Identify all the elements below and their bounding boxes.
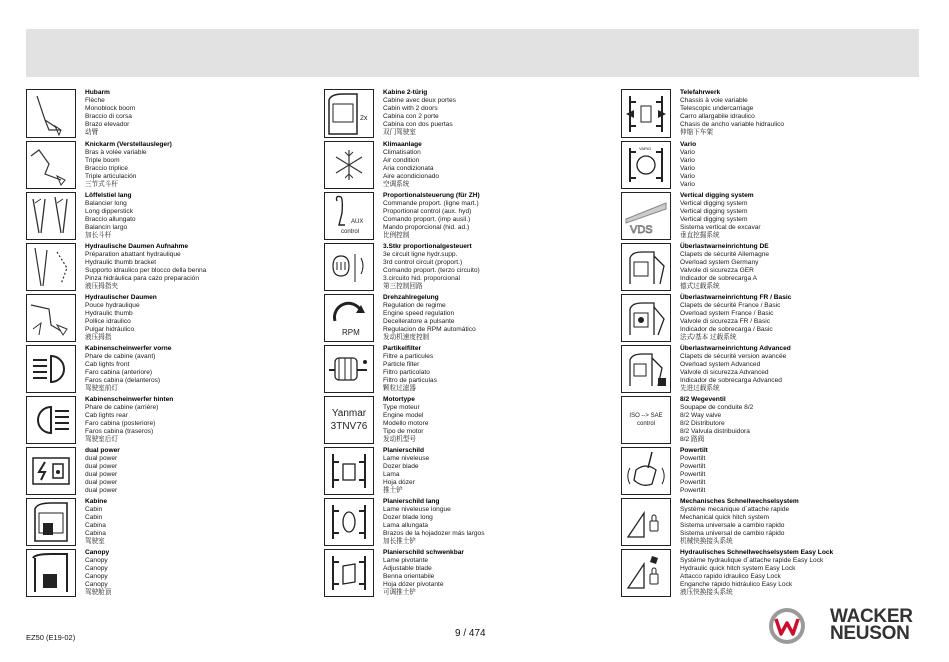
icon-label: AUX <box>351 219 364 225</box>
list-item <box>621 396 753 445</box>
entry-title: Hubarm <box>85 89 110 96</box>
entry-line: 双门驾驶室 <box>383 129 416 137</box>
hydraulic-thumb-icon <box>26 294 76 342</box>
particle-filter-icon <box>324 345 374 393</box>
canopy-icon <box>26 549 76 597</box>
entry-line: 加长推土铲 <box>383 538 416 546</box>
list-item <box>26 294 157 343</box>
entry-line: Type moteur <box>383 404 420 412</box>
entry-title: Partikelfilter <box>383 345 422 352</box>
entry-title: Kabine 2-türig <box>383 89 428 96</box>
entry-line: Braccio triplice <box>85 165 128 173</box>
entry-line: Vario <box>680 173 695 181</box>
list-item <box>324 549 464 598</box>
list-item <box>621 294 791 343</box>
entry-line: 液压快换接头系统 <box>680 589 733 597</box>
entry-title: Kabinenscheinwerfer vorne <box>85 345 172 352</box>
entry-line: Hydraulic thumb <box>85 310 133 318</box>
entry-line: Vertical digging system <box>680 208 748 216</box>
entry-title: Planierschild lang <box>383 498 440 505</box>
entry-line: Powertilt <box>680 471 706 479</box>
entry-line: 法式/基本 过载系统 <box>680 334 737 342</box>
entry-line: Sistema universal de cambio rápido <box>680 530 785 538</box>
entry-title: Planierschild <box>383 447 425 454</box>
way-valve-icon <box>621 396 671 444</box>
entry-line: Valvole di sicurezza Advanced <box>680 369 769 377</box>
entry-line: Triple articulación <box>85 173 137 181</box>
entry-line: Cab lights rear <box>85 412 128 420</box>
adjustable-blade-icon <box>324 549 374 597</box>
entry-line: 第三控制回路 <box>383 283 423 291</box>
entry-title: Planierschild schwenkbar <box>383 549 464 556</box>
entry-line: 驾驶舱顶 <box>85 589 112 597</box>
entry-title: Hydraulischer Daumen <box>85 294 157 301</box>
list-item <box>26 89 135 138</box>
entry-title: Vertical digging system <box>680 192 754 199</box>
entry-line: Clapets de sécurité version avancée <box>680 353 787 361</box>
entry-line: Braccio di corsa <box>85 113 132 121</box>
entry-title: Überlastwarneinrichtung Advanced <box>680 345 791 352</box>
entry-line: Cabine avec deux portes <box>383 97 456 105</box>
entry-line: dual power <box>85 487 118 495</box>
entry-line: Monoblock boom <box>85 105 136 113</box>
engine-label-icon <box>324 396 374 444</box>
entry-line: Lame niveleuse longue <box>383 506 451 514</box>
overload-de-icon <box>621 243 671 291</box>
entry-line: Aria condizionata <box>383 165 434 173</box>
entry-line: Hydraulic thumb bracket <box>85 259 157 267</box>
entry-line: Valvole di sicurezza FR / Basic <box>680 318 771 326</box>
entry-line: 先进过载系统 <box>680 385 720 393</box>
entry-line: Bras à volée variable <box>85 149 147 157</box>
entry-line: 可调推土铲 <box>383 589 416 597</box>
two-door-cabin-icon <box>324 89 374 138</box>
entry-title: Kabine <box>85 498 107 505</box>
entry-title: Canopy <box>85 549 110 556</box>
entry-line: Faro cabina (posteriore) <box>85 420 156 428</box>
entry-line: Enganche rápido hidráulico Easy Lock <box>680 581 793 589</box>
vds-mark: VDS <box>630 224 653 236</box>
entry-line: Proportional control (aux. hyd) <box>383 208 472 216</box>
entry-line: Faro cabina (anteriore) <box>85 369 153 377</box>
entry-line: Telescopic undercarriage <box>680 105 754 113</box>
entry-title: Mechanisches Schnellwechselsystem <box>680 498 799 505</box>
entry-line: Long dipperstick <box>85 208 134 216</box>
entry-title: Proportionalsteuerung (für ZH) <box>383 192 480 199</box>
entry-line: 3e circuit ligne hydr.supp. <box>383 251 458 259</box>
entry-line: Vertical digging system <box>680 216 748 224</box>
entry-line: Hoja dózer pivotante <box>383 581 444 589</box>
list-item <box>621 549 833 598</box>
entry-line: dual power <box>85 479 118 487</box>
entry-line: Powertilt <box>680 487 706 495</box>
entry-line: 液压拇指夹 <box>85 283 118 291</box>
entry-line: Faros cabina (delanteros) <box>85 377 161 385</box>
entry-line: Tipo de motor <box>383 428 424 436</box>
entry-line: 颗粒过滤器 <box>383 385 416 393</box>
logo-mark-icon <box>767 606 807 646</box>
triple-boom-icon <box>26 141 76 189</box>
dual-power-icon <box>26 447 76 495</box>
entry-line: 驾驶室前灯 <box>85 385 118 393</box>
mechanical-hitch-icon <box>621 498 671 546</box>
entry-line: Système hydraulique d´attache rapide Easy Lock <box>680 557 824 565</box>
entry-line: Engine model <box>383 412 424 420</box>
entry-line: Lama <box>383 471 400 479</box>
entry-line: Pouce hydraulique <box>85 302 140 310</box>
list-item <box>621 345 791 394</box>
list-item <box>621 89 784 138</box>
entry-title: Hydraulisches Schnellwechselsystem Easy Lock <box>680 549 834 556</box>
entry-line: Modello motore <box>383 420 429 428</box>
entry-title: dual power <box>85 447 120 454</box>
entry-line: Comando proport. (terzo circuito) <box>383 267 480 275</box>
entry-line: Mando proporcional (hid. ad.) <box>383 224 470 232</box>
list-item <box>621 243 769 292</box>
entry-title: Telefahrwerk <box>680 89 721 96</box>
entry-line: dual power <box>85 455 118 463</box>
entry-line: Triple boom <box>85 157 120 165</box>
entry-line: Overload system Advanced <box>680 361 761 369</box>
entry-title: Löffelstiel lang <box>85 192 132 199</box>
entry-line: Filtro de particulas <box>383 377 437 385</box>
entry-line: Balancier long <box>85 200 127 208</box>
wacker-neuson-logo <box>767 606 921 646</box>
entry-line: Canopy <box>85 581 108 589</box>
entry-line: 8/2 Way valve <box>680 412 722 420</box>
entry-line: 8/2 路阀 <box>680 436 705 444</box>
list-item <box>324 243 480 292</box>
entry-line: 垂直挖掘系统 <box>680 232 720 240</box>
entry-line: Soupape de conduite 8/2 <box>680 404 754 412</box>
snowflake-icon <box>324 141 374 189</box>
entry-line: Dozer blade long <box>383 514 433 522</box>
entry-line: Filtre a particules <box>383 353 434 361</box>
dozer-blade-long-icon <box>324 498 374 546</box>
list-item <box>324 345 437 394</box>
entry-line: 机械快换接头系统 <box>680 538 733 546</box>
cabin-icon <box>26 498 76 546</box>
monoblock-boom-icon <box>26 89 76 138</box>
thumb-bracket-icon <box>26 243 76 291</box>
header-band <box>26 29 919 77</box>
entry-line: Filtro particolato <box>383 369 430 377</box>
list-item <box>324 396 428 445</box>
entry-line: 德式过载系统 <box>680 283 720 291</box>
entry-line: Indicador de sobrecarga Advanced <box>680 377 782 385</box>
logo-line-1: WACKER <box>830 606 913 627</box>
iso-sae-label: ISO --> SAE <box>629 413 663 419</box>
entry-line: 三节式斗杆 <box>85 181 118 189</box>
entry-line: Brazo elevador <box>85 121 130 129</box>
entry-line: 驾驶室后灯 <box>85 436 118 444</box>
entry-line: Supporto idraulico per blocco della benna <box>85 267 207 275</box>
list-item <box>324 141 439 190</box>
entry-line: 伸缩下车架 <box>680 129 713 137</box>
entry-line: Phare de cabine (arrière) <box>85 404 159 412</box>
entry-title: 3.Stkr proportionalgesteuert <box>383 243 472 250</box>
entry-title: Überlastwarneinrichtung FR / Basic <box>680 294 792 301</box>
entry-title: Knickarm (Verstellausleger) <box>85 141 172 148</box>
entry-line: Comando proport. (imp ausil.) <box>383 216 471 224</box>
third-circuit-icon <box>324 243 374 291</box>
entry-line: Mechanical quick hitch system <box>680 514 770 522</box>
entry-title: Drehzahlregelung <box>383 294 439 301</box>
entry-line: Lame niveleuse <box>383 455 430 463</box>
entry-line: Faros cabina (traseros) <box>85 428 154 436</box>
entry-line: Adjustable blade <box>383 565 432 573</box>
entry-title: Motortype <box>383 396 415 403</box>
rpm-icon <box>324 294 374 342</box>
entry-line: 比例控制 <box>383 232 410 240</box>
entry-line: Cab lights front <box>85 361 130 369</box>
entry-line: Cabin <box>85 506 103 514</box>
entry-line: Overload system Germany <box>680 259 759 267</box>
entry-line: 驾驶室 <box>85 538 105 546</box>
entry-line: Cabina <box>85 522 106 530</box>
entry-title: Powertilt <box>680 447 708 454</box>
entry-line: Vario <box>680 157 695 165</box>
entry-line: Canopy <box>85 573 108 581</box>
list-item <box>324 498 485 547</box>
engine-model: 3TNV76 <box>330 421 368 432</box>
entry-line: Carro allargabile idraulico <box>680 113 755 121</box>
entry-line: 空调系统 <box>383 181 410 189</box>
list-item <box>324 447 429 496</box>
entry-line: Lama allungata <box>383 522 429 530</box>
joystick-icon <box>324 192 374 240</box>
list-item <box>26 396 173 445</box>
icon-label: RPM <box>342 328 360 337</box>
entry-line: 发动机型号 <box>383 436 416 444</box>
list-item <box>621 192 761 241</box>
entry-line: 3.circuito hid. proporcional <box>383 275 460 283</box>
entry-line: Hydraulic quick hitch system Easy Lock <box>680 565 796 573</box>
entry-line: Aire acondicionado <box>383 173 440 181</box>
vds-icon <box>621 192 671 240</box>
long-dipperstick-icon <box>26 192 76 240</box>
entry-line: Flèche <box>85 97 105 105</box>
entry-title: Kabinenscheinwerfer hinten <box>85 396 174 403</box>
entry-line: Chasis de ancho variable hidraulico <box>680 121 785 129</box>
entry-line: 推土铲 <box>383 487 403 495</box>
entry-line: 3rd control circuit (proport.) <box>383 259 463 267</box>
rear-light-icon <box>26 396 76 444</box>
entry-line: Préparation abattant hydraulique <box>85 251 181 259</box>
list-item <box>26 141 172 190</box>
entry-line: Powertilt <box>680 455 706 463</box>
entry-line: Brazos de la hojadozer más largos <box>383 530 485 538</box>
entry-title: Vario <box>680 141 697 148</box>
entry-line: Clapets de sécurité France / Basic <box>680 302 781 310</box>
list-item <box>26 192 136 241</box>
entry-line: Lame pivotante <box>383 557 429 565</box>
entry-line: Canopy <box>85 565 108 573</box>
entry-line: 液压拇指 <box>85 334 112 342</box>
entry-line: Powertilt <box>680 479 706 487</box>
icon-caption: VARIO <box>639 146 652 151</box>
entry-line: Decelleratore a pulsante <box>383 318 455 326</box>
entry-line: Vertical digging system <box>680 200 748 208</box>
page-number: 9 / 474 <box>455 628 486 639</box>
logo-line-2: NEUSON <box>830 623 910 644</box>
entry-line: Clapets de sécurité Allemagne <box>680 251 770 259</box>
engine-brand: Yanmar <box>331 408 367 419</box>
entry-line: Canopy <box>85 557 108 565</box>
entry-line: Vario <box>680 181 695 189</box>
icon-label: control <box>341 229 360 235</box>
overload-advanced-icon <box>621 345 671 393</box>
list-item <box>621 498 799 547</box>
list-item <box>621 447 708 496</box>
entry-line: Hoja dózer <box>383 479 415 487</box>
list-item <box>26 345 171 394</box>
entry-line: Vario <box>680 165 695 173</box>
entry-line: Particle filter <box>383 361 420 369</box>
control-label: control <box>636 421 655 427</box>
entry-line: Indicador de sobrecarga A <box>680 275 757 283</box>
overload-fr-icon <box>621 294 671 342</box>
entry-line: Overload system France / Basic <box>680 310 774 318</box>
list-item <box>26 498 107 547</box>
list-item <box>324 192 480 241</box>
entry-line: Commande proport. (ligne mart.) <box>383 200 479 208</box>
entry-line: Pulgar hidráulico <box>85 326 135 334</box>
entry-title: Klimaanlage <box>383 141 422 148</box>
entry-line: Chassis à voie variable <box>680 97 748 105</box>
entry-title: 8/2 Wegeventil <box>680 396 726 403</box>
entry-line: Cabin <box>85 514 103 522</box>
dozer-blade-icon <box>324 447 374 495</box>
icon-label: 2x <box>360 115 368 122</box>
list-item <box>26 549 111 598</box>
entry-line: Indicador de sobrecarga / Basic <box>680 326 773 334</box>
entry-line: 动臂 <box>85 129 99 137</box>
entry-line: Balancín largo <box>85 224 128 232</box>
telescopic-undercarriage-icon <box>621 89 671 138</box>
entry-line: Engine speed regulation <box>383 310 455 318</box>
front-light-icon <box>26 345 76 393</box>
entry-line: Cabina con dos puertas <box>383 121 453 129</box>
entry-line: Air condition <box>383 157 420 165</box>
entry-line: Phare de cabine (avant) <box>85 353 156 361</box>
entry-title: Hydraulische Daumen Aufnahme <box>85 243 189 250</box>
entry-line: Vario <box>680 149 695 157</box>
entry-line: 8/2 Distributore <box>680 420 725 428</box>
entry-line: dual power <box>85 463 118 471</box>
entry-line: Pinza hidráulica para cazo preparación <box>85 275 199 283</box>
entry-line: Pollice idraulico <box>85 318 131 326</box>
entry-line: dual power <box>85 471 118 479</box>
entry-line: Sistema universale a cambio rapido <box>680 522 785 530</box>
entry-line: Attacco rapido idraulico Easy Lock <box>680 573 781 581</box>
entry-line: Valvole di sicurezza GER <box>680 267 754 275</box>
vario-icon <box>621 141 671 189</box>
entry-line: Regulation de regime <box>383 302 446 310</box>
list-item <box>324 89 456 138</box>
list-item <box>26 447 120 496</box>
entry-line: Cabin with 2 doors <box>383 105 438 113</box>
entry-line: 加长斗杆 <box>85 232 112 240</box>
entry-line: Climatisation <box>383 149 421 157</box>
entry-line: Benna orientabile <box>383 573 435 581</box>
list-item <box>621 141 696 190</box>
list-item <box>26 243 206 292</box>
entry-line: Powertilt <box>680 463 706 471</box>
entry-line: Cabina <box>85 530 106 538</box>
entry-line: Système mecanique d´attache rapide <box>680 506 790 514</box>
list-item <box>324 294 476 343</box>
entry-line: Regulacion de RPM automático <box>383 326 476 334</box>
entry-title: Überlastwarneinrichtung DE <box>680 243 769 250</box>
entry-line: 8/2 Valvula distribuidora <box>680 428 750 436</box>
powertilt-icon <box>621 447 671 495</box>
entry-line: Braccio allungato <box>85 216 136 224</box>
entry-line: Sistema vertical de excavar <box>680 224 761 232</box>
hydraulic-hitch-icon <box>621 549 671 597</box>
entry-line: 发动机速度控制 <box>383 334 430 342</box>
entry-line: Cabina con 2 porte <box>383 113 439 121</box>
entry-line: Dozer blade <box>383 463 419 471</box>
model-code: EZ50 (E19-02) <box>26 633 76 642</box>
